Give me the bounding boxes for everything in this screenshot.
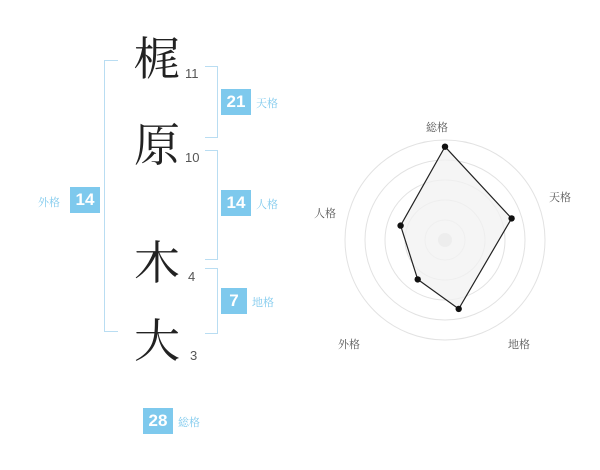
- chikaku-bracket: [205, 268, 218, 334]
- soukaku-label: 総格: [178, 417, 200, 429]
- tenkaku-value: 21: [221, 89, 251, 115]
- radar-series: [397, 144, 514, 313]
- jinkaku-bracket: [205, 150, 218, 260]
- chikaku-value: 7: [221, 288, 247, 314]
- stroke-count-4: 3: [190, 348, 198, 363]
- radar-axis-label-chikaku: 地格: [508, 339, 530, 351]
- radar-axis-label-jinkaku: 人格: [314, 208, 336, 220]
- jinkaku-value: 14: [221, 190, 251, 216]
- stroke-count-2: 10: [185, 150, 200, 165]
- kanji-char-2: 原: [134, 118, 180, 172]
- radar-axis-label-soukaku: 総格: [426, 122, 448, 134]
- radar-axis-label-gaikaku: 外格: [338, 339, 360, 351]
- stroke-count-3: 4: [188, 269, 196, 284]
- kanji-char-1: 梶: [134, 32, 180, 86]
- gaikaku-value: 14: [70, 187, 100, 213]
- soukaku-value: 28: [143, 408, 173, 434]
- kanji-char-4: 大: [134, 314, 180, 368]
- gaikaku-label: 外格: [38, 197, 60, 209]
- tenkaku-label: 天格: [256, 98, 278, 110]
- stroke-count-1: 11: [185, 66, 199, 81]
- tenkaku-bracket: [205, 66, 218, 138]
- kanji-char-3: 木: [134, 236, 180, 290]
- jinkaku-label: 人格: [256, 199, 278, 211]
- chikaku-label: 地格: [252, 297, 274, 309]
- radar-axis-label-tenkaku: 天格: [549, 192, 571, 204]
- radar-chart: [300, 100, 590, 380]
- gaikaku-bracket: [104, 60, 118, 332]
